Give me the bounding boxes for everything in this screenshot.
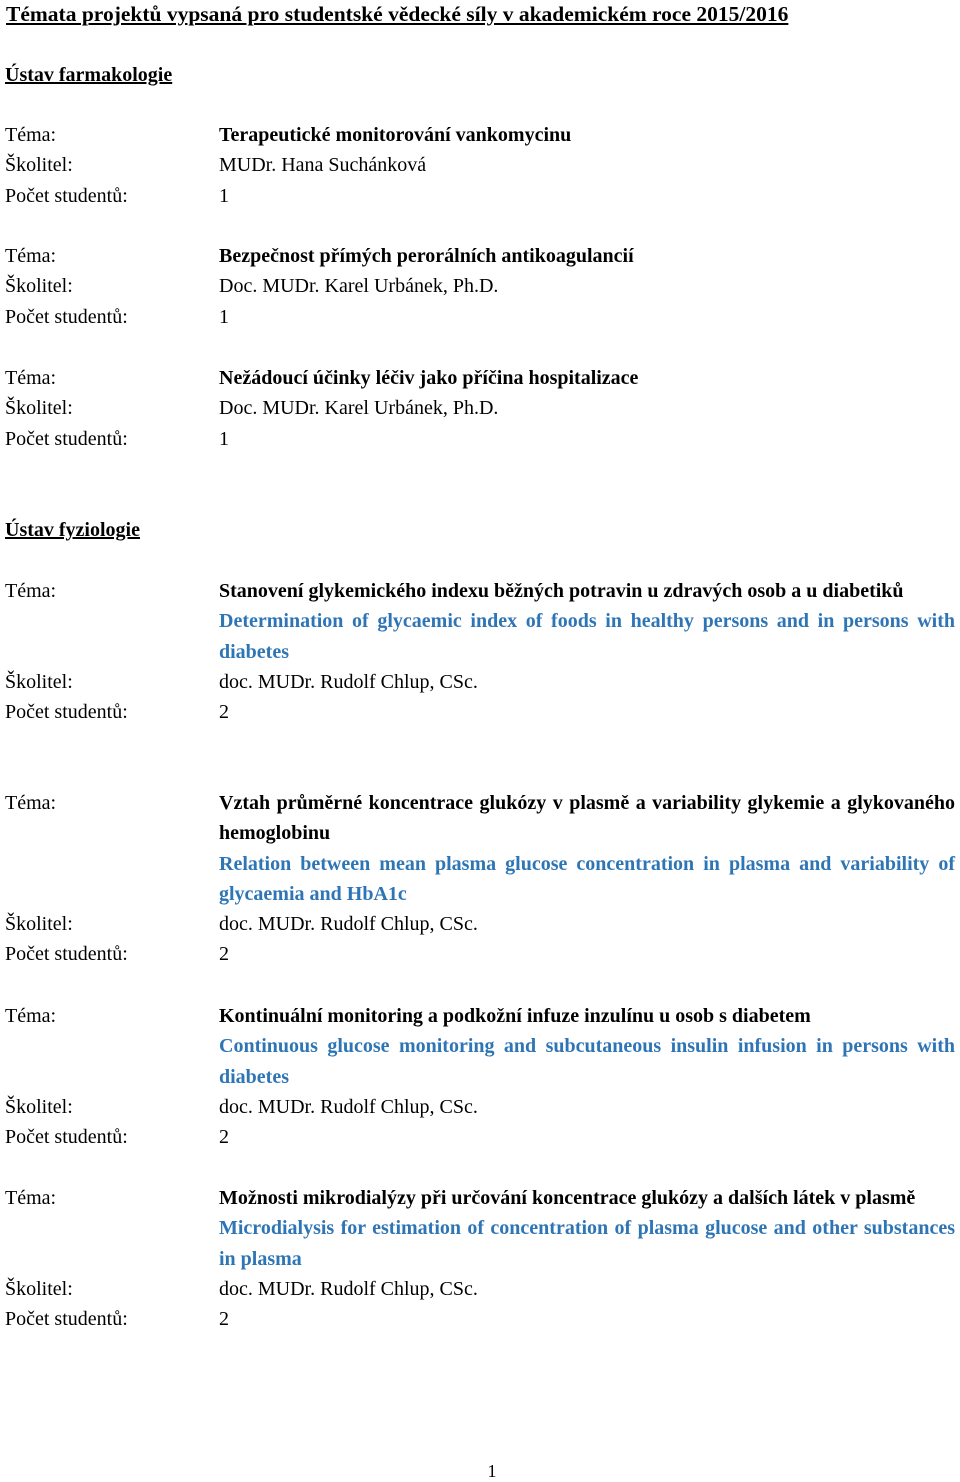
supervisor-row — [5, 271, 955, 301]
document-title: Témata projektů vypsaná pro studentské vědecké síly v akademickém roce 2015/2016 — [6, 2, 789, 26]
students-row — [5, 181, 955, 211]
topic-title-en: Continuous glucose monitoring and subcutaneous insulin infusion in persons with diabetes — [219, 1035, 955, 1088]
students-label: Počet studentů: — [5, 427, 128, 450]
topic-title-cz: Možnosti mikrodialýzy při určování koncentrace glukózy a dalších látek v plasmě — [219, 1187, 916, 1209]
students-row — [5, 939, 955, 969]
supervisor-row — [5, 1092, 955, 1122]
supervisor-name: doc. MUDr. Rudolf Chlup, CSc. — [219, 1277, 478, 1300]
students-label: Počet studentů: — [5, 943, 128, 966]
topic-row — [5, 788, 955, 909]
students-count: 1 — [219, 184, 229, 207]
supervisor-row — [5, 667, 955, 697]
students-count: 2 — [219, 1308, 229, 1331]
supervisor-name: doc. MUDr. Rudolf Chlup, CSc. — [219, 670, 478, 693]
supervisor-row — [5, 1274, 955, 1304]
topic-entry — [5, 120, 955, 211]
topic-titles — [219, 1183, 955, 1274]
students-label: Počet studentů: — [5, 1126, 128, 1149]
topic-title-cz: Terapeutické monitorování vankomycinu — [219, 124, 572, 146]
topic-titles — [219, 1001, 955, 1092]
topic-title-en: Determination of glycaemic index of foods in healthy persons and in persons with diabetes — [219, 610, 955, 663]
topic-entry — [5, 576, 955, 727]
students-count: 2 — [219, 1126, 229, 1149]
students-label: Počet studentů: — [5, 305, 128, 328]
students-label: Počet studentů: — [5, 1308, 128, 1331]
topic-label: Téma: — [5, 792, 57, 814]
topic-title-en: Relation between mean plasma glucose concentration in plasma and variability of glycaemia and HbA1c — [219, 852, 955, 905]
topic-entry — [5, 788, 955, 970]
topic-title-cz: Stanovení glykemického indexu běžných potravin u zdravých osob a u diabetiků — [219, 580, 904, 602]
students-row — [5, 302, 955, 332]
students-label: Počet studentů: — [5, 184, 128, 207]
topic-label: Téma: — [5, 1187, 57, 1209]
supervisor-name: Doc. MUDr. Karel Urbánek, Ph.D. — [219, 397, 499, 420]
supervisor-name: doc. MUDr. Rudolf Chlup, CSc. — [219, 1095, 478, 1118]
topic-title-en: Microdialysis for estimation of concentration of plasma glucose and other substances in plasma — [219, 1217, 955, 1270]
students-count: 2 — [219, 701, 229, 724]
topic-row — [5, 1183, 955, 1274]
topic-label: Téma: — [5, 367, 57, 389]
topic-title-cz: Kontinuální monitoring a podkožní infuze inzulínu u osob s diabetem — [219, 1005, 811, 1027]
supervisor-row — [5, 150, 955, 180]
topic-row — [5, 120, 955, 150]
students-row — [5, 1122, 955, 1152]
supervisor-label: Školitel: — [5, 1277, 73, 1300]
topic-entry — [5, 241, 955, 332]
supervisor-label: Školitel: — [5, 275, 73, 298]
topic-entry — [5, 1183, 955, 1334]
students-count: 1 — [219, 305, 229, 328]
topic-title-cz: Bezpečnost přímých perorálních antikoagulancií — [219, 245, 634, 267]
topic-row — [5, 363, 955, 393]
supervisor-label: Školitel: — [5, 670, 73, 693]
topic-label: Téma: — [5, 580, 57, 602]
supervisor-row — [5, 393, 955, 423]
topic-entry — [5, 1001, 955, 1152]
students-count: 1 — [219, 427, 229, 450]
topic-entry — [5, 363, 955, 454]
page-number: 1 — [487, 1461, 497, 1481]
supervisor-label: Školitel: — [5, 1095, 73, 1118]
students-row — [5, 424, 955, 454]
section-heading: Ústav fyziologie — [5, 519, 140, 541]
topic-titles — [219, 788, 955, 909]
topic-titles — [219, 576, 955, 667]
topic-label: Téma: — [5, 124, 57, 146]
supervisor-name: doc. MUDr. Rudolf Chlup, CSc. — [219, 913, 478, 936]
topic-row — [5, 241, 955, 271]
topic-row — [5, 576, 955, 667]
topic-title-cz: Vztah průměrné koncentrace glukózy v plasmě a variability glykemie a glykovaného hemoglobinu — [219, 792, 955, 845]
students-count: 2 — [219, 943, 229, 966]
supervisor-label: Školitel: — [5, 154, 73, 177]
students-row — [5, 697, 955, 727]
topic-row — [5, 1001, 955, 1092]
supervisor-name: MUDr. Hana Suchánková — [219, 154, 427, 177]
students-row — [5, 1304, 955, 1334]
supervisor-name: Doc. MUDr. Karel Urbánek, Ph.D. — [219, 275, 499, 298]
supervisor-label: Školitel: — [5, 397, 73, 420]
supervisor-label: Školitel: — [5, 913, 73, 936]
section-heading: Ústav farmakologie — [5, 64, 173, 86]
section-pharmacology — [5, 60, 955, 450]
topic-title-cz: Nežádoucí účinky léčiv jako příčina hospitalizace — [219, 367, 639, 389]
section-physiology — [5, 515, 955, 1331]
students-label: Počet studentů: — [5, 701, 128, 724]
topic-label: Téma: — [5, 245, 57, 267]
supervisor-row — [5, 909, 955, 939]
topic-label: Téma: — [5, 1005, 57, 1027]
